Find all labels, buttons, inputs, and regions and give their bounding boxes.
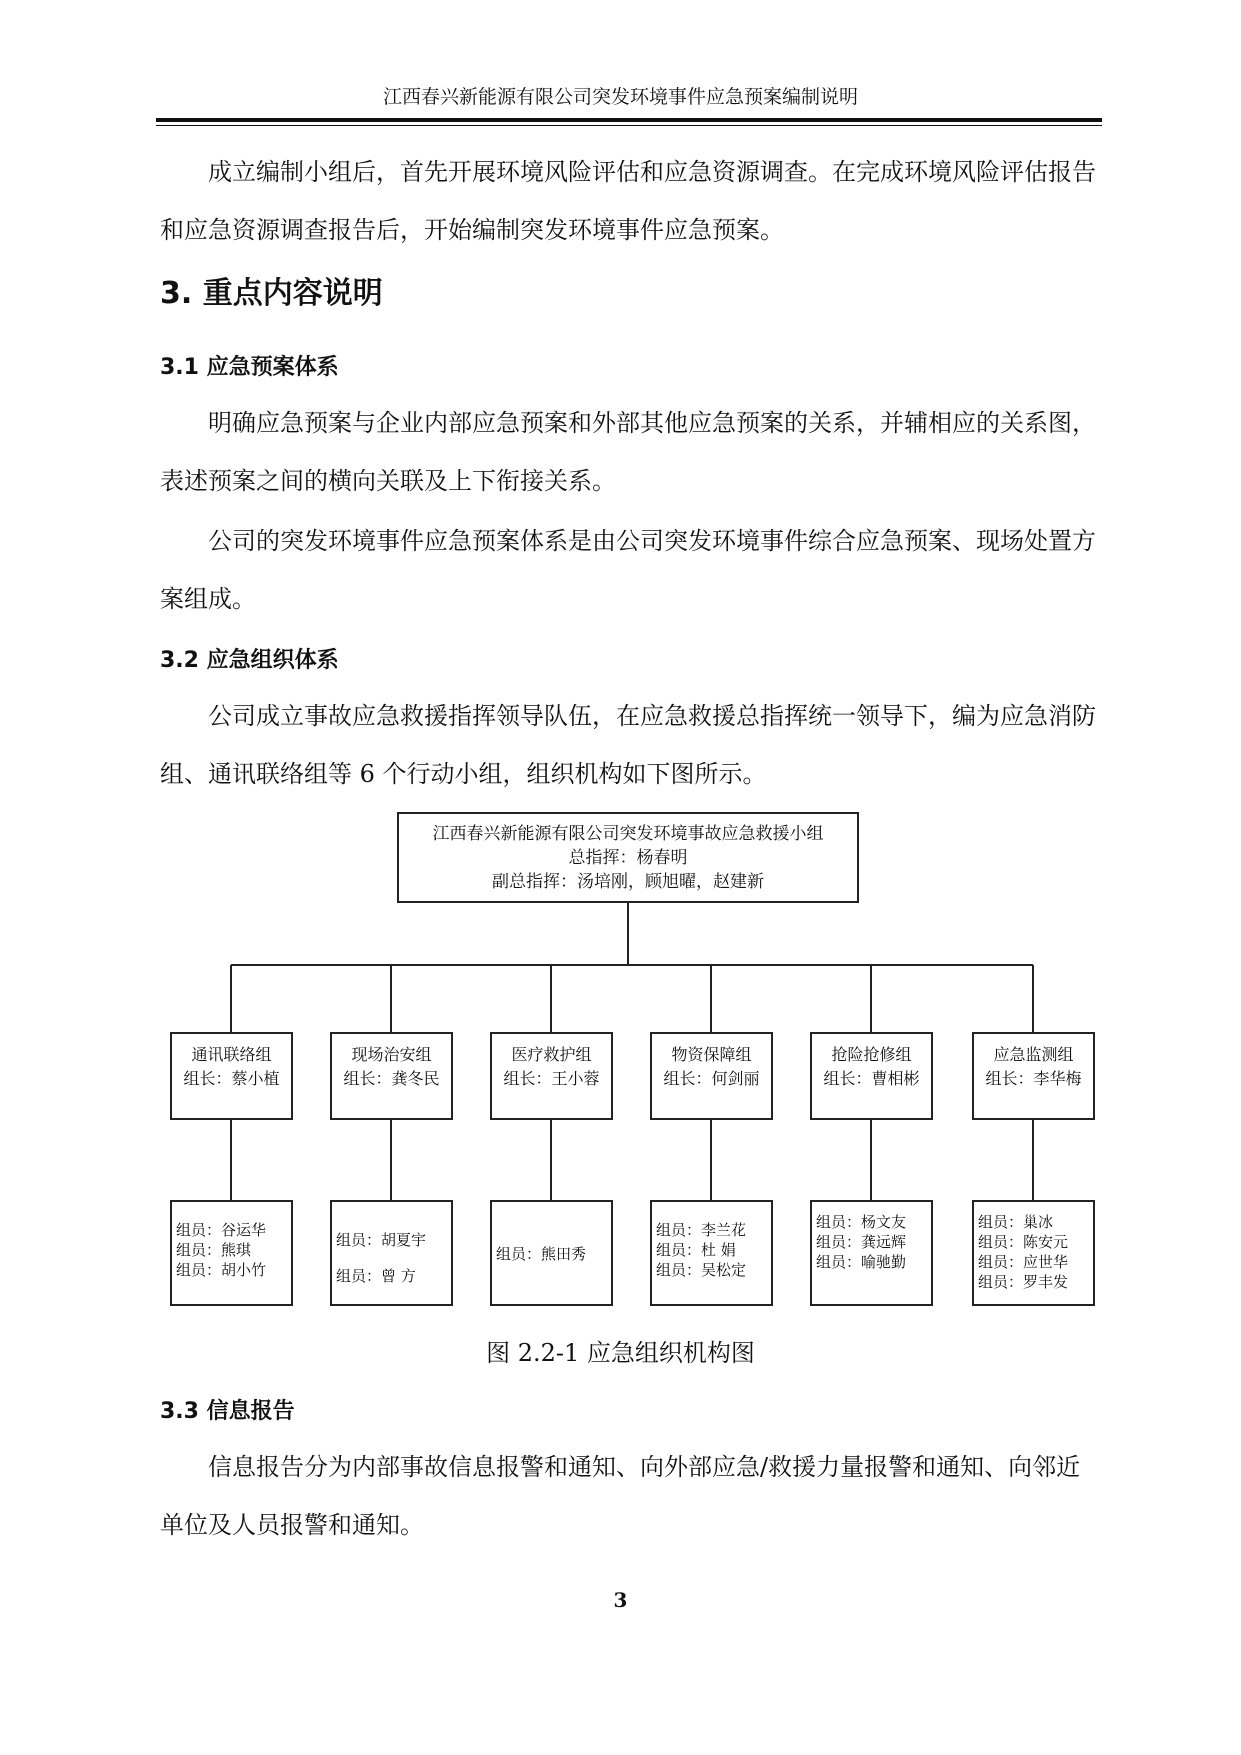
- member-label: 组员：谷运华: [176, 1221, 267, 1239]
- member-box-monitoring: [972, 1200, 1095, 1306]
- group-name: 通讯联络组: [191, 1045, 272, 1064]
- document-header: 江西春兴新能源有限公司突发环境事件应急预案编制说明: [382, 86, 858, 108]
- member-label: 组员：巢冰: [978, 1213, 1054, 1231]
- member-label: 组员：熊琪: [176, 1241, 252, 1259]
- group-name: 应急监测组: [993, 1045, 1074, 1064]
- group-box-communication: [170, 1032, 293, 1120]
- member-label: 组员：杨文友: [816, 1213, 907, 1231]
- member-label: 组员：杜 娟: [656, 1241, 736, 1259]
- group-leader: 组长：王小蓉: [503, 1069, 600, 1088]
- group-box-security: [330, 1032, 453, 1120]
- member-label: 组员：李兰花: [656, 1221, 747, 1239]
- member-label: 组员：胡夏宇: [336, 1231, 427, 1249]
- figure-caption: 图 2.2-1 应急组织机构图: [486, 1339, 755, 1367]
- page-number: 3: [613, 1588, 628, 1612]
- group-name: 医疗救护组: [511, 1045, 592, 1064]
- subsection-heading-3-2: 3.2 应急组织体系: [160, 648, 339, 673]
- subsection-heading-3-1: 3.1 应急预案体系: [160, 355, 339, 380]
- member-box-supplies: [650, 1200, 773, 1306]
- group-box-monitoring: [972, 1032, 1095, 1120]
- paragraph-3-3: [160, 1438, 1100, 1554]
- group-box-medical: [490, 1032, 613, 1120]
- member-label: 组员：吴松定: [656, 1261, 747, 1279]
- intro-paragraph-text: 成立编制小组后，首先开展环境风险评估和应急资源调查。在完成环境风险评估报告和应急资源调查报告后，开始编制突发环境事件应急预案。: [160, 158, 1096, 244]
- member-box-security: [330, 1200, 453, 1306]
- member-box-rescue: [810, 1200, 933, 1306]
- group-name: 抢险抢修组: [831, 1045, 912, 1064]
- commander-label: 总指挥：杨春明: [568, 848, 688, 868]
- paragraph-3-1-b-text: 公司的突发环境事件应急预案体系是由公司突发环境事件综合应急预案、现场处置方案组成。: [160, 527, 1096, 613]
- group-leader: 组长：何剑丽: [663, 1069, 760, 1088]
- org-chart-top-box: [397, 812, 859, 903]
- group-name: 物资保障组: [671, 1045, 752, 1064]
- member-box-communication: [170, 1200, 293, 1306]
- group-leader: 组长：蔡小植: [183, 1069, 280, 1088]
- member-label: 组员：龚远辉: [816, 1233, 907, 1251]
- member-label: 组员：应世华: [978, 1253, 1069, 1271]
- group-leader: 组长：曹相彬: [823, 1069, 920, 1088]
- group-leader: 组长：龚冬民: [343, 1069, 440, 1088]
- member-label: 组员：曾 方: [336, 1267, 416, 1285]
- member-box-medical: [490, 1200, 613, 1306]
- member-label: 组员：罗丰发: [978, 1273, 1069, 1291]
- top-box-title: 江西春兴新能源有限公司突发环境事故应急救援小组: [432, 824, 824, 844]
- member-label: 组员：喻驰勤: [816, 1253, 907, 1271]
- paragraph-3-1-a-text: 明确应急预案与企业内部应急预案和外部其他应急预案的关系，并辅相应的关系图，表述预案之间的横向关联及上下衔接关系。: [160, 409, 1096, 495]
- group-box-supplies: [650, 1032, 773, 1120]
- member-label: 组员：陈安元: [978, 1233, 1069, 1251]
- deputy-commander-label: 副总指挥：汤培刚，顾旭曜，赵建新: [492, 872, 764, 892]
- subsection-heading-3-3: 3.3 信息报告: [160, 1399, 295, 1424]
- member-label: 组员：熊田秀: [496, 1245, 587, 1263]
- paragraph-3-2-text: 公司成立事故应急救援指挥领导队伍，在应急救援总指挥统一领导下，编为应急消防组、通讯联络组等 6 个行动小组，组织机构如下图所示。: [160, 702, 1096, 788]
- group-leader: 组长：李华梅: [985, 1069, 1082, 1088]
- member-label: 组员：胡小竹: [176, 1261, 267, 1279]
- group-box-rescue: [810, 1032, 933, 1120]
- section-heading: 3. 重点内容说明: [160, 276, 383, 311]
- paragraph-3-3-text: 信息报告分为内部事故信息报警和通知、向外部应急/救援力量报警和通知、向邻近单位及人员报警和通知。: [160, 1453, 1081, 1539]
- group-name: 现场治安组: [351, 1045, 432, 1064]
